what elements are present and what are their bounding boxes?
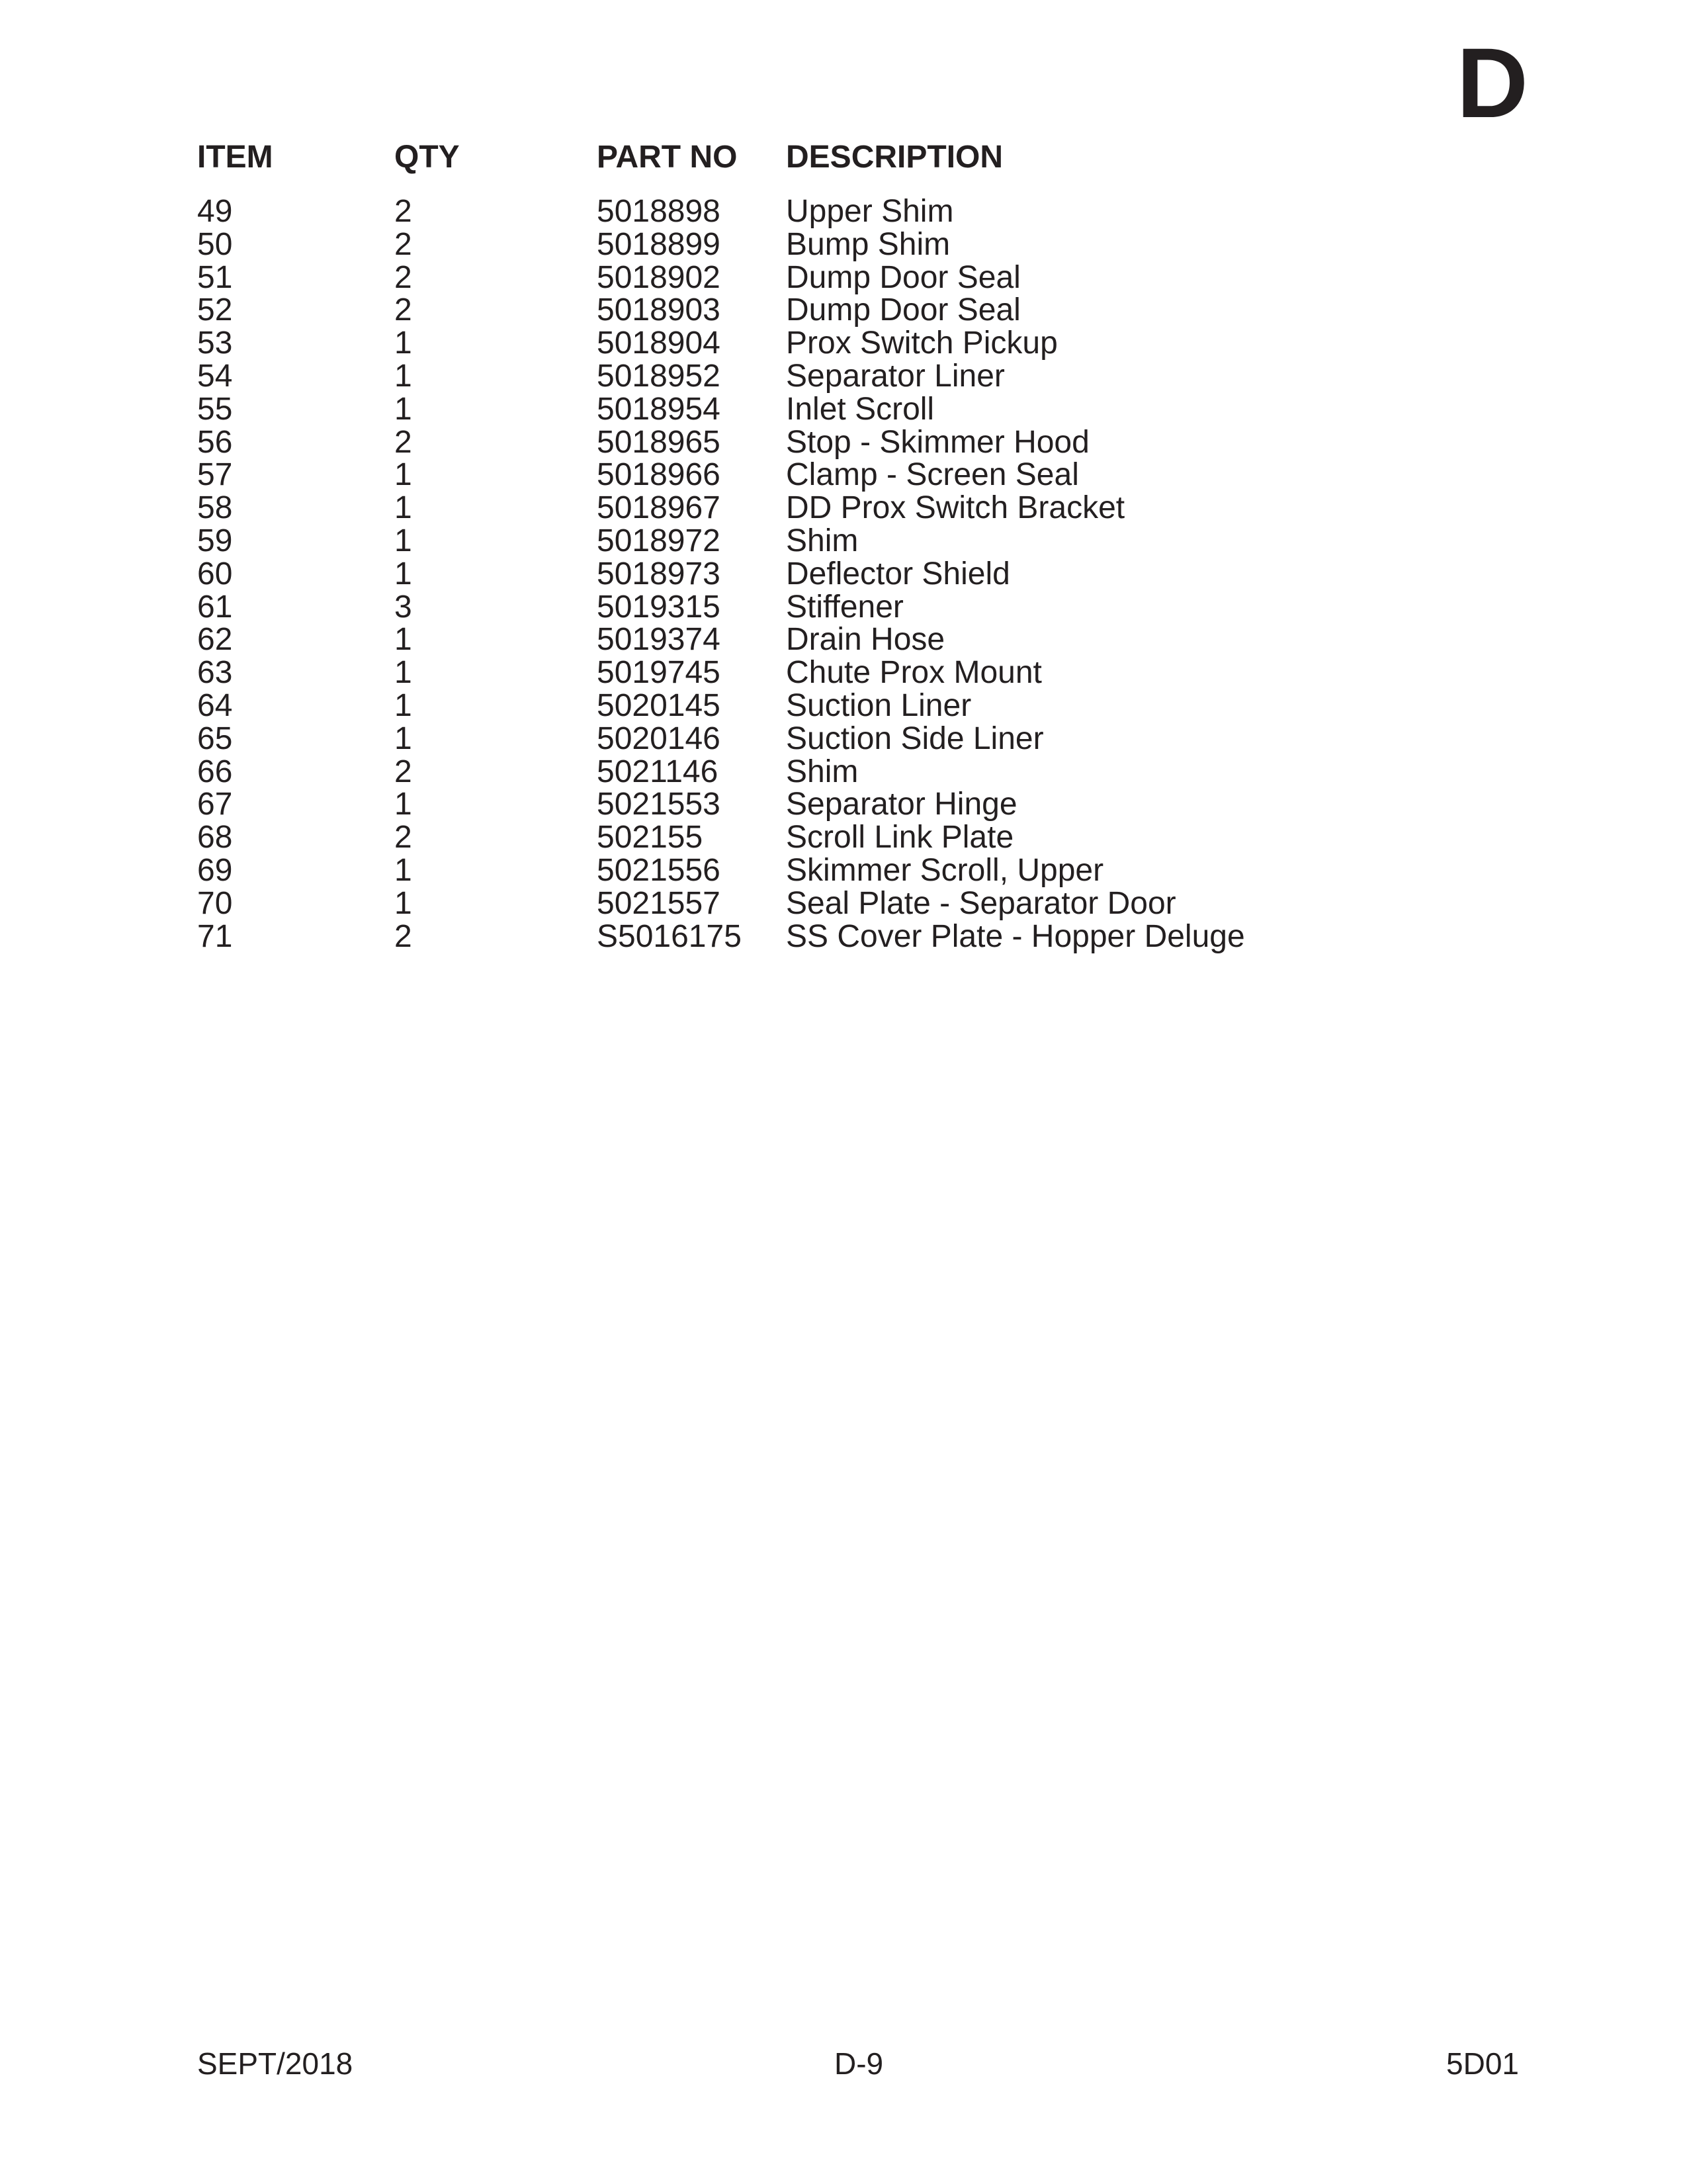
table-row — [197, 591, 1454, 624]
cell-qty: 1 — [394, 655, 412, 691]
cell-item: 61 — [197, 589, 233, 625]
cell-qty: 1 — [394, 556, 412, 591]
table-row — [197, 558, 1454, 591]
table-row — [197, 195, 1454, 228]
table-row — [197, 920, 1454, 953]
table-row — [197, 689, 1454, 722]
cell-qty: 2 — [394, 754, 412, 789]
cell-part-no: 5019315 — [597, 589, 720, 625]
cell-description: Stop - Skimmer Hood — [786, 424, 1090, 460]
cell-description: Dump Door Seal — [786, 259, 1021, 295]
cell-qty: 1 — [394, 490, 412, 526]
cell-item: 68 — [197, 820, 233, 855]
cell-description: Shim — [786, 523, 859, 558]
cell-description: Suction Side Liner — [786, 721, 1044, 756]
cell-part-no: 5018954 — [597, 391, 720, 427]
cell-part-no: 5020146 — [597, 721, 720, 756]
parts-table — [197, 139, 1454, 953]
cell-qty: 2 — [394, 820, 412, 855]
cell-qty: 1 — [394, 358, 412, 394]
cell-description: DD Prox Switch Bracket — [786, 490, 1125, 526]
footer-page-number: D-9 — [834, 2046, 884, 2081]
cell-item: 52 — [197, 292, 233, 328]
table-row — [197, 854, 1454, 887]
cell-description: Skimmer Scroll, Upper — [786, 852, 1104, 888]
cell-qty: 1 — [394, 457, 412, 493]
cell-item: 51 — [197, 259, 233, 295]
cell-description: Dump Door Seal — [786, 292, 1021, 328]
cell-qty: 1 — [394, 721, 412, 756]
cell-description: Bump Shim — [786, 226, 951, 262]
cell-part-no: 5021553 — [597, 787, 720, 822]
table-row — [197, 722, 1454, 756]
cell-item: 70 — [197, 885, 233, 921]
cell-part-no: 502155 — [597, 820, 703, 855]
table-row — [197, 294, 1454, 327]
cell-item: 54 — [197, 358, 233, 394]
cell-description: SS Cover Plate - Hopper Deluge — [786, 918, 1245, 954]
cell-description: Stiffener — [786, 589, 904, 625]
cell-qty: 1 — [394, 885, 412, 921]
cell-qty: 2 — [394, 424, 412, 460]
cell-item: 55 — [197, 391, 233, 427]
section-letter: D — [1456, 27, 1528, 138]
cell-item: 57 — [197, 457, 233, 493]
cell-item: 59 — [197, 523, 233, 558]
cell-description: Scroll Link Plate — [786, 820, 1014, 855]
cell-part-no: 5021556 — [597, 852, 720, 888]
cell-part-no: 5018965 — [597, 424, 720, 460]
header-part-no: PART NO — [597, 140, 738, 175]
table-row — [197, 821, 1454, 854]
cell-part-no: 5018966 — [597, 457, 720, 493]
table-row — [197, 656, 1454, 689]
cell-part-no: 5018902 — [597, 259, 720, 295]
table-row — [197, 788, 1454, 821]
cell-item: 67 — [197, 787, 233, 822]
table-row — [197, 228, 1454, 261]
cell-description: Suction Liner — [786, 687, 972, 723]
table-row — [197, 492, 1454, 525]
table-row — [197, 327, 1454, 360]
cell-description: Separator Hinge — [786, 787, 1017, 822]
cell-qty: 1 — [394, 391, 412, 427]
cell-qty: 1 — [394, 326, 412, 361]
cell-part-no: 5018899 — [597, 226, 720, 262]
header-qty: QTY — [394, 140, 460, 175]
cell-item: 71 — [197, 918, 233, 954]
cell-qty: 2 — [394, 226, 412, 262]
cell-description: Upper Shim — [786, 194, 954, 229]
cell-qty: 2 — [394, 918, 412, 954]
table-row — [197, 261, 1454, 294]
cell-qty: 3 — [394, 589, 412, 625]
cell-part-no: 5018972 — [597, 523, 720, 558]
page-footer — [197, 2046, 1519, 2085]
cell-qty: 1 — [394, 787, 412, 822]
cell-part-no: 5020145 — [597, 687, 720, 723]
cell-part-no: S5016175 — [597, 918, 742, 954]
cell-qty: 2 — [394, 259, 412, 295]
cell-part-no: 5021146 — [597, 754, 718, 789]
footer-date: SEPT/2018 — [197, 2046, 353, 2081]
cell-description: Clamp - Screen Seal — [786, 457, 1079, 493]
table-row — [197, 887, 1454, 920]
cell-item: 65 — [197, 721, 233, 756]
cell-part-no: 5018952 — [597, 358, 720, 394]
cell-part-no: 5018973 — [597, 556, 720, 591]
table-row — [197, 623, 1454, 656]
cell-qty: 2 — [394, 292, 412, 328]
cell-qty: 1 — [394, 852, 412, 888]
cell-part-no: 5019745 — [597, 655, 720, 691]
cell-item: 63 — [197, 655, 233, 691]
header-item: ITEM — [197, 140, 273, 175]
cell-description: Drain Hose — [786, 622, 945, 658]
header-description: DESCRIPTION — [786, 140, 1004, 175]
cell-item: 58 — [197, 490, 233, 526]
cell-item: 69 — [197, 852, 233, 888]
cell-description: Shim — [786, 754, 859, 789]
table-row — [197, 756, 1454, 789]
cell-item: 49 — [197, 194, 233, 229]
cell-part-no: 5018904 — [597, 326, 720, 361]
table-row — [197, 393, 1454, 426]
cell-part-no: 5018898 — [597, 194, 720, 229]
cell-item: 60 — [197, 556, 233, 591]
cell-qty: 1 — [394, 622, 412, 658]
cell-item: 50 — [197, 226, 233, 262]
cell-description: Seal Plate - Separator Door — [786, 885, 1176, 921]
cell-qty: 1 — [394, 523, 412, 558]
table-body — [197, 195, 1454, 953]
cell-description: Chute Prox Mount — [786, 655, 1042, 691]
table-row — [197, 459, 1454, 492]
footer-code: 5D01 — [1446, 2046, 1519, 2081]
cell-item: 56 — [197, 424, 233, 460]
cell-item: 64 — [197, 687, 233, 723]
cell-part-no: 5018903 — [597, 292, 720, 328]
cell-qty: 2 — [394, 194, 412, 229]
table-row — [197, 426, 1454, 459]
cell-item: 62 — [197, 622, 233, 658]
cell-part-no: 5021557 — [597, 885, 720, 921]
table-row — [197, 525, 1454, 558]
cell-description: Separator Liner — [786, 358, 1005, 394]
cell-item: 53 — [197, 326, 233, 361]
cell-description: Prox Switch Pickup — [786, 326, 1058, 361]
cell-part-no: 5019374 — [597, 622, 720, 658]
cell-description: Deflector Shield — [786, 556, 1010, 591]
cell-part-no: 5018967 — [597, 490, 720, 526]
cell-description: Inlet Scroll — [786, 391, 935, 427]
table-row — [197, 360, 1454, 393]
table-header — [197, 139, 1454, 179]
cell-item: 66 — [197, 754, 233, 789]
cell-qty: 1 — [394, 687, 412, 723]
